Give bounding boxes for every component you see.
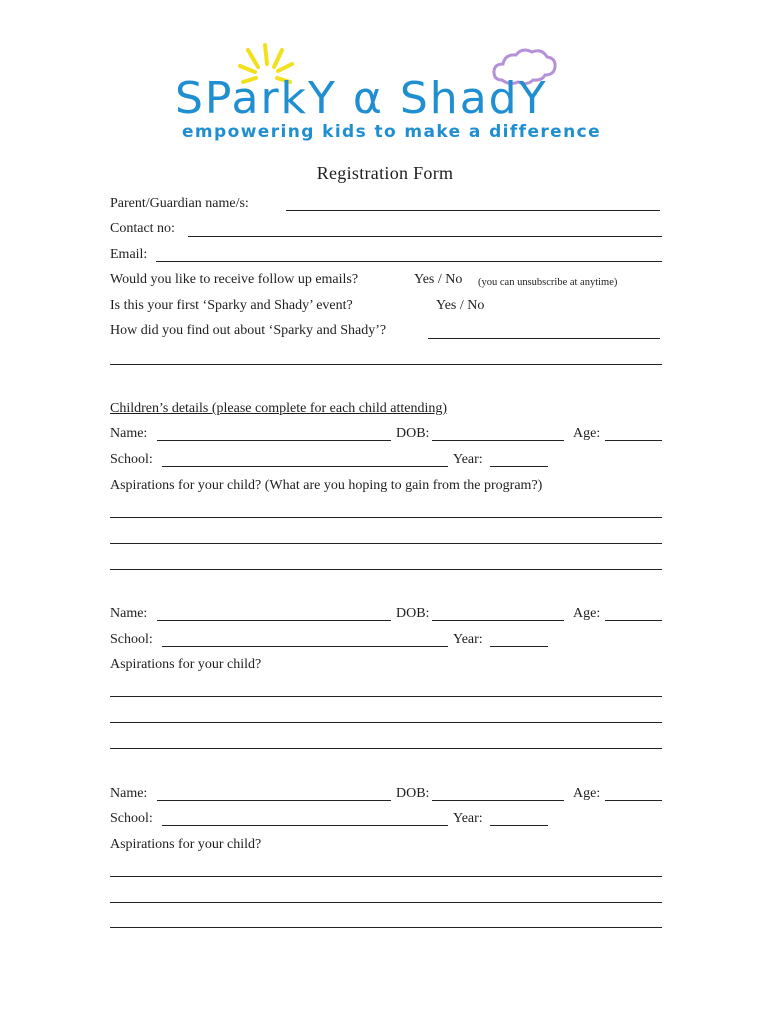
child3-dob-label: DOB: xyxy=(396,786,430,801)
child2-year-label: Year: xyxy=(453,632,483,647)
child1-year-field[interactable] xyxy=(490,466,548,467)
child2-school-label: School: xyxy=(110,632,153,647)
child3-name-field[interactable] xyxy=(157,800,391,801)
brand-name: SParkY α ShadY xyxy=(175,73,548,124)
child1-dob-label: DOB: xyxy=(396,426,430,441)
child1-aspirations-label: Aspirations for your child? (What are you hoping to gain from the program?) xyxy=(110,478,543,493)
child2-aspirations-line-2[interactable] xyxy=(110,722,662,723)
child1-aspirations-line-2[interactable] xyxy=(110,543,662,544)
email-label: Email: xyxy=(110,247,148,262)
child1-age-label: Age: xyxy=(573,426,601,441)
child2-school-field[interactable] xyxy=(162,646,448,647)
child3-age-label: Age: xyxy=(573,786,601,801)
child1-school-label: School: xyxy=(110,452,153,467)
email-field[interactable] xyxy=(156,261,662,262)
sparky-and-shady-logo xyxy=(170,40,610,150)
child1-aspirations-line-1[interactable] xyxy=(110,517,662,518)
child2-year-field[interactable] xyxy=(490,646,548,647)
followup-question: Would you like to receive follow up emails? xyxy=(110,272,359,287)
parent-name-field[interactable] xyxy=(286,210,660,211)
child1-school-field[interactable] xyxy=(162,466,448,467)
child3-aspirations-line-1[interactable] xyxy=(110,876,662,877)
followup-note: (you can unsubscribe at anytime) xyxy=(478,277,618,288)
child3-age-field[interactable] xyxy=(605,800,662,801)
child3-aspirations-label: Aspirations for your child? xyxy=(110,837,262,852)
child3-school-field[interactable] xyxy=(162,825,448,826)
child3-aspirations-line-3[interactable] xyxy=(110,927,662,928)
followup-options[interactable]: Yes / No xyxy=(414,272,463,287)
contact-field[interactable] xyxy=(188,236,662,237)
found-out-field[interactable] xyxy=(428,338,660,339)
child3-dob-field[interactable] xyxy=(432,800,564,801)
child1-name-label: Name: xyxy=(110,426,148,441)
child1-aspirations-line-3[interactable] xyxy=(110,569,662,570)
child1-name-field[interactable] xyxy=(157,440,391,441)
child1-dob-field[interactable] xyxy=(432,440,564,441)
logo-graphic xyxy=(170,40,610,150)
child2-dob-label: DOB: xyxy=(396,606,430,621)
parent-name-label: Parent/Guardian name/s: xyxy=(110,196,249,211)
child2-aspirations-line-1[interactable] xyxy=(110,696,662,697)
found-out-field-continued[interactable] xyxy=(110,364,662,365)
child3-year-label: Year: xyxy=(453,811,483,826)
first-event-options[interactable]: Yes / No xyxy=(436,298,485,313)
children-heading: Children’s details (please complete for each child attending) xyxy=(110,401,448,416)
child2-age-label: Age: xyxy=(573,606,601,621)
child2-age-field[interactable] xyxy=(605,620,662,621)
child2-name-label: Name: xyxy=(110,606,148,621)
child3-name-label: Name: xyxy=(110,786,148,801)
first-event-question: Is this your first ‘Sparky and Shady’ event? xyxy=(110,298,353,313)
child2-aspirations-line-3[interactable] xyxy=(110,748,662,749)
child3-aspirations-line-2[interactable] xyxy=(110,902,662,903)
child1-age-field[interactable] xyxy=(605,440,662,441)
child3-year-field[interactable] xyxy=(490,825,548,826)
child2-name-field[interactable] xyxy=(157,620,391,621)
contact-label: Contact no: xyxy=(110,221,175,236)
child2-dob-field[interactable] xyxy=(432,620,564,621)
found-out-question: How did you find out about ‘Sparky and Shady’? xyxy=(110,323,387,338)
page-title: Registration Form xyxy=(316,163,454,183)
brand-tagline: empowering kids to make a difference xyxy=(182,122,602,142)
child2-aspirations-label: Aspirations for your child? xyxy=(110,657,262,672)
child3-school-label: School: xyxy=(110,811,153,826)
child1-year-label: Year: xyxy=(453,452,483,467)
